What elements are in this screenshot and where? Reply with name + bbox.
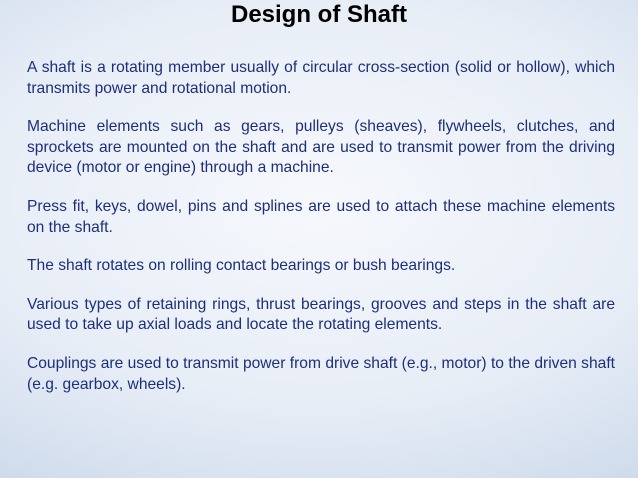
paragraph-bearings: The shaft rotates on rolling contact bearings or bush bearings. [27, 257, 456, 275]
paragraph-attachment-methods: Press fit, keys, dowel, pins and splines are used to attach these machine elements on the shaft. [27, 197, 615, 236]
paragraph-couplings: Couplings are used to transmit power from drive shaft (e.g., motor) to the driven shaft (e.g. gearbox, wheels). [27, 354, 615, 393]
paragraph-shaft-definition: A shaft is a rotating member usually of circular cross-section (solid or hollow), which transmits power and rotational motion. [27, 59, 615, 97]
paragraph-axial-loads: Various types of retaining rings, thrust bearings, grooves and steps in the shaft are used to take up axial loads and locate the rotating elements. [27, 295, 615, 334]
slide-body [27, 58, 615, 413]
paragraph-machine-elements: Machine elements such as gears, pulleys (sheaves), flywheels, clutches, and sprockets are mounted on the shaft and are used to transmit power from the driving device (motor or engine) through a machine. [27, 118, 615, 177]
slide-title: Design of Shaft [230, 1, 407, 28]
